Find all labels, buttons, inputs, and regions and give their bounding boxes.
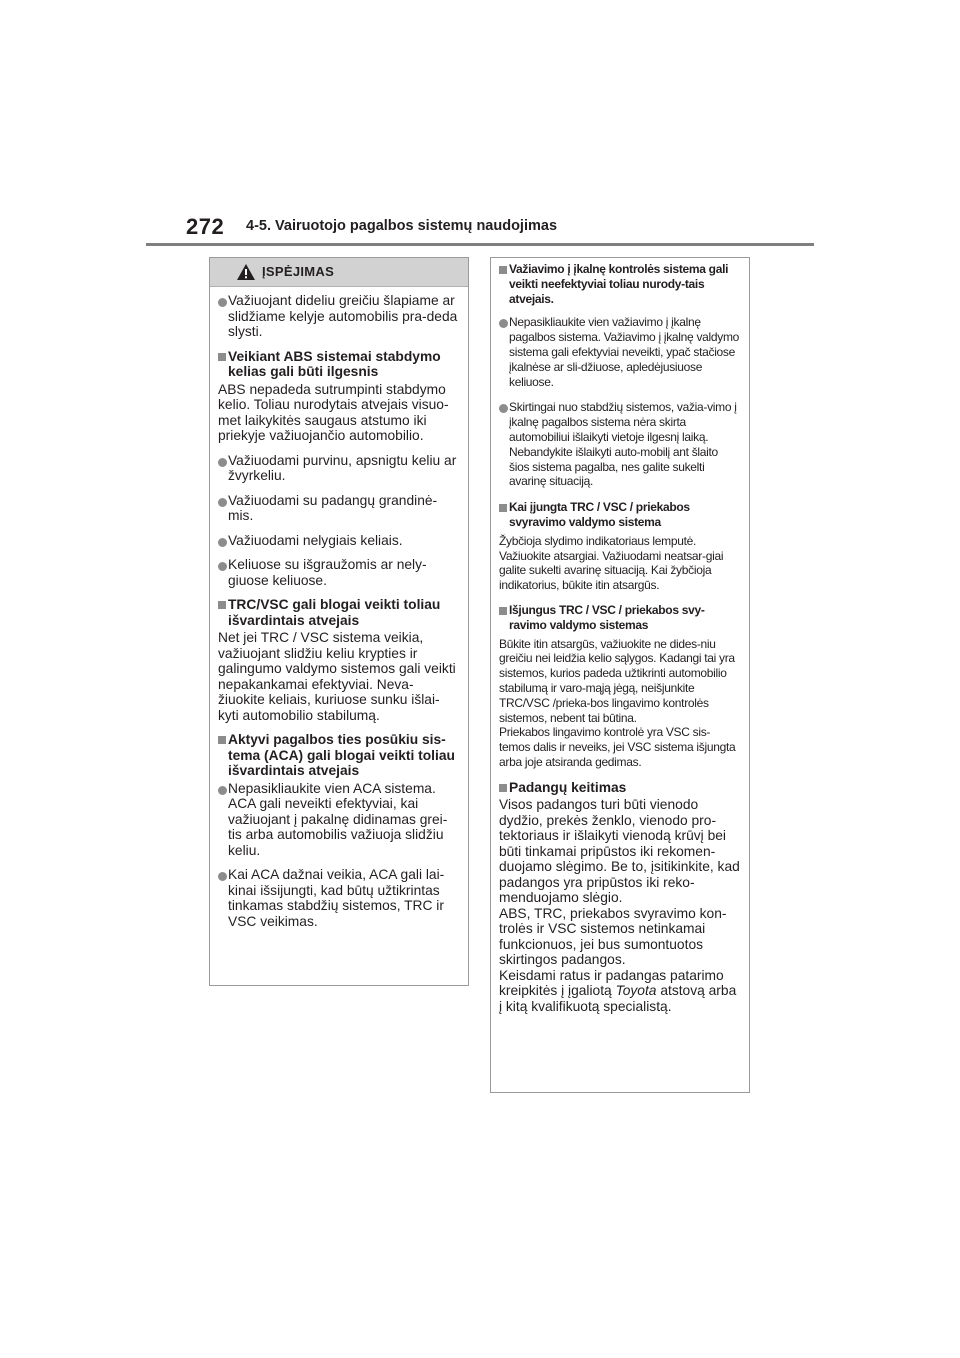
list-item: Važiuodami nelygiais keliais. (218, 533, 460, 549)
square-bullet-icon (218, 736, 226, 744)
subheading: Padangų keitimas (499, 780, 741, 796)
bullet-icon (218, 786, 227, 795)
square-bullet-icon (218, 353, 226, 361)
list-item: Keliuose su išgraužomis ar nely-giuose keliuose. (218, 557, 460, 588)
list-item: Važiuodami purvinu, apsnigtu keliu ar žvyrkeliu. (218, 453, 460, 484)
subheading: TRC/VSC gali blogai veikti toliau išvardintais atvejais (218, 597, 460, 628)
warning-triangle-icon (236, 263, 256, 281)
warning-box-continued (490, 257, 750, 1093)
paragraph: Būkite itin atsargūs, važiuokite ne dides-niu greičiu nei leidžia kelio sąlygos. Kadangi tai yra sistemos, kurios padeda užtikrinti automobilio stabilumą ir varo-mąją jėgą, neišjunkite TRC/VSC /prieka-bos lingavimo kontrolės sistemos, nebent tai būtina. Priekabos lingavimo kontrolė yra VSC sis-temos dalis ir neveiks, jei VSC sistema išjungta arba joje atsiranda gedimas. (499, 636, 736, 769)
header-rule (146, 243, 814, 246)
warning-header (210, 258, 468, 287)
square-bullet-icon (499, 607, 507, 615)
bullet-icon (218, 298, 227, 307)
paragraph: Net jei TRC / VSC sistema veikia, važiuojant slidžiu keliu krypties ir galingumo valdymo sistemos gali veikti nepakankamai efektyviai. Neva-žiuokite keliais, kuriuose sunku išlai-kyti automobilio stabilumą. (218, 630, 456, 723)
square-bullet-icon (499, 784, 507, 792)
subheading: Aktyvi pagalbos ties posūkiu sis-tema (ACA) gali blogai veikti toliau išvardintais atvejais (218, 732, 460, 779)
section-title: 4-5. Vairuotojo pagalbos sistemų naudojimas (246, 218, 558, 234)
paragraph: Visos padangos turi būti vienodo dydžio, prekės ženklo, vienodo pro-tektoriaus ir išlaikyti vienodą krūvį bei būti tinkamai pripūstos iki rekomen-duojamo slėgimo. Be to, įsitikinkite, kad padangos yra pripūstos iki reko-menduojamo slėgio. ABS, TRC, priekabos svyravimo kon-trolės ir VSC sistemos netinkamai funkcionuos, jei bus sumontuotos skirtingos padangos. Keisdami ratus ir padangas patarimo kreipkitės į įgaliotą Toyota atstovą arba į kitą kvalifikuotą specialistą. (499, 797, 740, 1014)
page-number: 272 (186, 214, 225, 239)
bullet-icon (218, 562, 227, 571)
list-item: Kai ACA dažnai veikia, ACA gali lai-kinai išsijungti, kad būtų užtikrintas tinkamas stabdžių sistemos, TRC ir VSC veikimas. (218, 867, 460, 929)
subheading: Kai įjungta TRC / VSC / priekabos svyravimo valdymo sistema (499, 500, 741, 530)
warning-content (210, 287, 468, 929)
square-bullet-icon (218, 601, 226, 609)
list-item: Skirtingai nuo stabdžių sistemos, važia-vimo į įkalnę pagalbos sistema nėra skirta automobiliui išlaikyti vietoje ilgesnį laiką. Nebandykite išlaikyti auto-mobilį ant šlaito šios sistema pagalba, nes galite sukelti avarinę situaciją. (499, 400, 741, 489)
subheading: Išjungus TRC / VSC / priekabos svy-ravimo valdymo sistemas (499, 603, 741, 633)
warning-title: ĮSPĖJIMAS (262, 264, 335, 279)
square-bullet-icon (499, 504, 507, 512)
warning-box (209, 257, 469, 986)
bullet-icon (218, 498, 227, 507)
paragraph: Žybčioja slydimo indikatoriaus lemputė. Važiuokite atsargiai. Važiuodami neatsar-giai galite sukelti avarinę situaciją. Kai žybčioja indikatorius, būkite itin atsargūs. (499, 533, 724, 593)
list-item: Važiuojant dideliu greičiu šlapiame ar slidžiame kelyje automobilis pra-deda slysti. (218, 293, 460, 340)
page-header (0, 0, 960, 260)
list-item: Važiuodami su padangų grandinė-mis. (218, 493, 460, 524)
bullet-icon (218, 538, 227, 547)
subheading: Veikiant ABS sistemai stabdymo kelias gali būti ilgesnis (218, 349, 460, 380)
bullet-icon (218, 458, 227, 467)
bullet-icon (218, 872, 227, 881)
list-item: Nepasikliaukite vien važiavimo į įkalnę pagalbos sistema. Važiavimo į įkalnę valdymo sistema gali efektyviai neveikti, ypač stačiose įkalnėse ar sli-džiuose, apledėjusiuose keliuose. (499, 315, 741, 389)
subheading: Važiavimo į įkalnę kontrolės sistema gali veikti neefektyviai toliau nurody-tais atvejais. (499, 262, 741, 306)
warning-content-continued (491, 258, 749, 1014)
paragraph: ABS nepadeda sutrumpinti stabdymo kelio. Toliau nurodytais atvejais visuo-met laikykitės saugaus atstumo iki priekyje važiuojančio automobilio. (218, 381, 449, 443)
brand-name: Toyota (615, 983, 657, 999)
list-item: Nepasikliaukite vien ACA sistema. ACA gali neveikti efektyviai, kai važiuojant į pakalnę didinamas grei-tis arba automobilis važiuoja slidžiu keliu. (218, 781, 460, 859)
square-bullet-icon (499, 266, 507, 274)
